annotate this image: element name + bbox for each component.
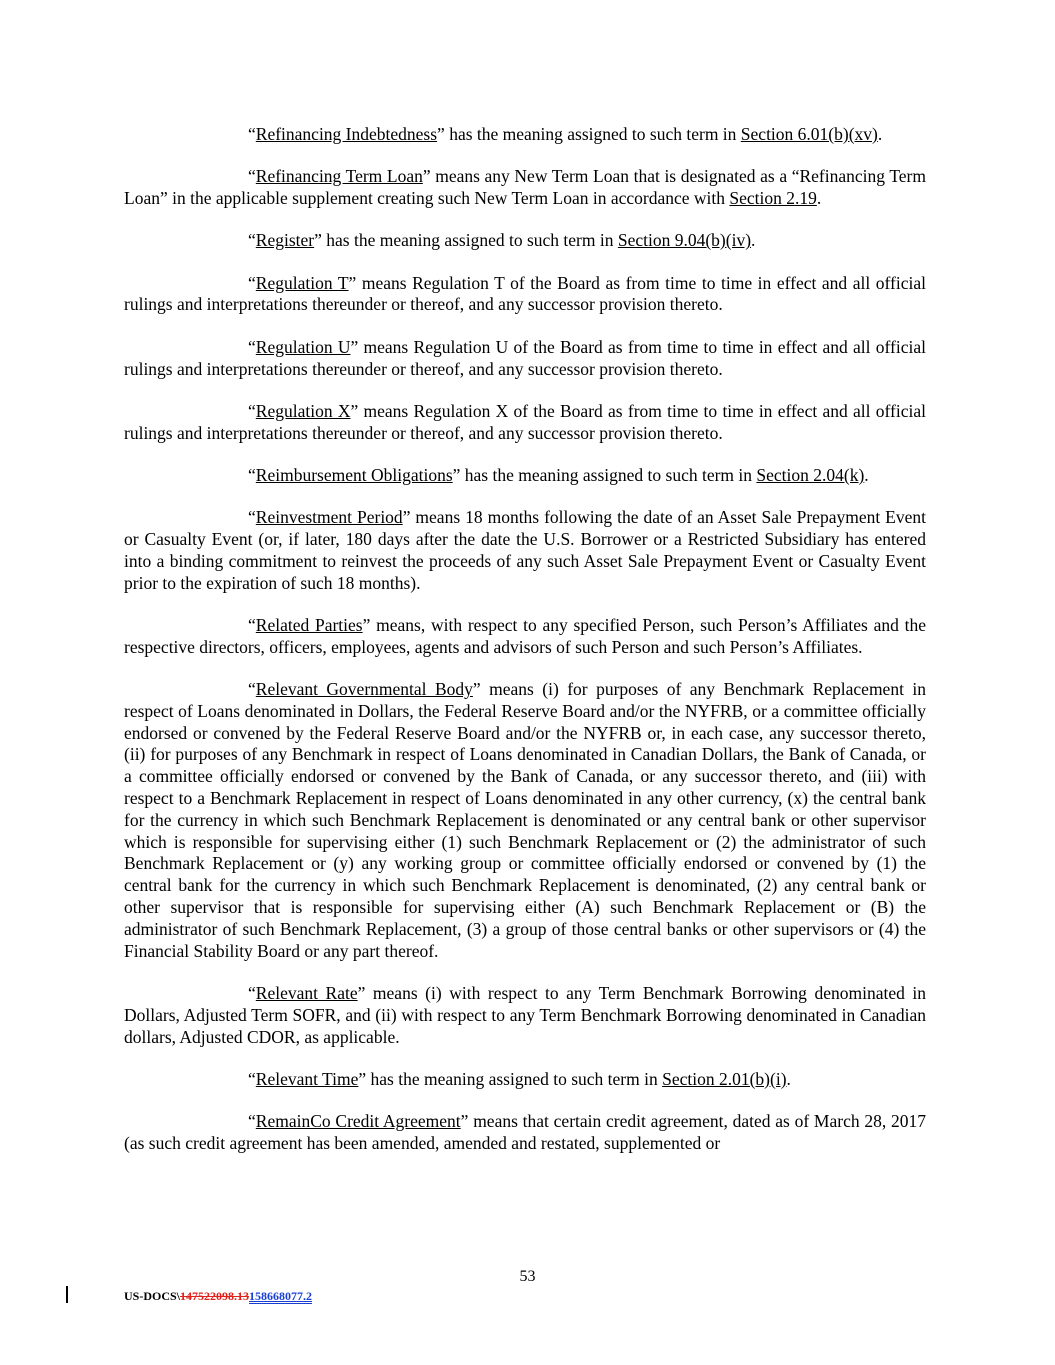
definition-paragraph: [124, 401, 926, 445]
page-number: 53: [519, 1268, 536, 1285]
definition-text: “: [248, 679, 256, 700]
definition-text: “: [248, 507, 256, 528]
definition-text: .: [816, 188, 822, 209]
definition-text: .: [864, 464, 869, 485]
definition-paragraph: [124, 230, 926, 252]
definition-text: “: [248, 982, 256, 1003]
definition-text: .: [877, 124, 883, 144]
definition-text: ” means that certain credit agreement, dated as of March 28, 2017 (as such credit agreement has been amended, amended and restated, supplemented or: [124, 1111, 926, 1153]
document-id: [124, 1289, 312, 1304]
definition-paragraph: [124, 1111, 926, 1155]
definition-text: “: [248, 1111, 256, 1132]
doc-id-deleted: 147522098.13: [180, 1289, 250, 1303]
underlined-reference: Refinancing Term Loan: [255, 166, 423, 187]
definition-text: ” means (i) with respect to any Term Benchmark Borrowing denominated in Dollars, Adjusted Term SOFR, and (ii) with respect to any Term Benchmark Borrowing denominated in Canadian dollars, Adjusted CDOR, as applicable.: [124, 982, 926, 1047]
underlined-reference: Register: [255, 230, 315, 251]
doc-id-inserted: 158668077.2: [249, 1289, 313, 1303]
revision-change-bar: [66, 1286, 68, 1303]
definition-text: “: [248, 614, 256, 635]
definition-paragraph: [124, 166, 926, 210]
underlined-reference: Related Parties: [255, 614, 363, 635]
definition-text: “: [248, 400, 256, 421]
definition-paragraph: [124, 465, 926, 487]
definition-text: ” means any New Term Loan that is designated as a “Refinancing Term Loan” in the applicable supplement creating such New Term Loan in accordance with: [124, 166, 926, 209]
definition-text: “: [248, 464, 256, 485]
definition-text: “: [248, 272, 256, 293]
definition-paragraph: [124, 615, 926, 659]
underlined-reference: Regulation U: [255, 336, 351, 357]
underlined-reference: Relevant Rate: [255, 982, 358, 1003]
underlined-reference: Regulation T: [255, 272, 349, 293]
underlined-reference: Relevant Time: [255, 1068, 359, 1089]
underlined-reference: Regulation X: [255, 400, 351, 421]
underlined-reference: Reinvestment Period: [255, 507, 403, 528]
definition-paragraph: [124, 507, 926, 594]
definition-paragraph: [124, 124, 926, 146]
definition-text: ” means 18 months following the date of an Asset Sale Prepayment Event or Casualty Event (or, if later, 180 days after the date the U.S. Borrower or a Restricted Subsidiary has entered into a binding commitment to reinvest the proceeds of any such Asset Sale Prepayment Event or Casualty Event prior to the expiration of such 18 months).: [124, 507, 926, 593]
definition-paragraph: [124, 337, 926, 381]
definition-text: “: [248, 230, 256, 251]
definition-paragraph: [124, 679, 926, 962]
underlined-reference: Section 9.04(b)(iv): [617, 230, 752, 251]
definitions-body: [124, 124, 926, 1175]
definition-text: “: [248, 336, 256, 357]
definition-text: ” has the meaning assigned to such term in: [452, 464, 757, 485]
definition-text: “: [248, 124, 256, 144]
doc-id-prefix: US-DOCS\: [124, 1289, 181, 1303]
definition-text: ” means Regulation U of the Board as from time to time in effect and all official rulings and interpretations thereunder or thereof, and any successor provision thereto.: [124, 336, 926, 379]
definition-paragraph: [124, 273, 926, 317]
underlined-reference: Section 2.01(b)(i): [662, 1068, 787, 1089]
underlined-reference: Section 6.01(b)(xv): [740, 124, 878, 144]
definition-text: “: [248, 166, 256, 187]
definition-text: ” has the meaning assigned to such term in: [314, 230, 618, 251]
definition-text: “: [248, 1068, 256, 1089]
definition-text: ” means (i) for purposes of any Benchmark Replacement in respect of Loans denominated in Dollars, the Federal Reserve Board and/or the NYFRB, or a committee officially endorsed or convened by the Federal Reserve Board and/or the NYFRB or, in each case, any successor thereto, (ii) for purposes of any Benchmark in respect of Loans denominated in Canadian Dollars, the Bank of Canada, or a committee officially endorsed or convened by the Bank of Canada, or any successor thereto, and (iii) with respect to a Benchmark Replacement in respect of Loans denominated in any other currency, (x) the central bank for the currency in which such Benchmark Replacement is denominated or any central bank or other supervisor which is responsible for supervising either (1) such Benchmark Replacement or (2) the administrator of such Benchmark Replacement or (y) any working group or committee officially endorsed or convened by (1) the central bank for the currency in which such Benchmark Replacement is denominated, (2) any central bank or other supervisor that is responsible for supervising either (A) such Benchmark Replacement or (B) the administrator of such Benchmark Replacement, (3) a group of those central banks or other supervisors or (4) the Financial Stability Board or any part thereof.: [124, 679, 926, 961]
definition-text: ” means Regulation X of the Board as from time to time in effect and all official rulings and interpretations thereunder or thereof, and any successor provision thereto.: [124, 400, 926, 443]
underlined-reference: RemainCo Credit Agreement: [255, 1111, 461, 1132]
definition-paragraph: [124, 983, 926, 1048]
underlined-reference: Reimbursement Obligations: [255, 464, 453, 485]
underlined-reference: Relevant Governmental Body: [255, 679, 473, 700]
definition-text: .: [786, 1068, 791, 1089]
definition-text: ” has the meaning assigned to such term in: [358, 1068, 663, 1089]
definition-text: ” has the meaning assigned to such term in: [437, 124, 741, 144]
definition-text: .: [751, 230, 756, 251]
definition-text: ” means, with respect to any specified Person, such Person’s Affiliates and the respective directors, officers, employees, agents and advisors of such Person and such Person’s Affiliates.: [124, 614, 926, 657]
underlined-reference: Refinancing Indebtedness: [255, 124, 438, 144]
underlined-reference: Section 2.04(k): [756, 464, 865, 485]
definition-paragraph: [124, 1069, 926, 1091]
definition-text: ” means Regulation T of the Board as from time to time in effect and all official rulings and interpretations thereunder or thereof, and any successor provision thereto.: [124, 272, 926, 315]
underlined-reference: Section 2.19: [729, 188, 817, 209]
